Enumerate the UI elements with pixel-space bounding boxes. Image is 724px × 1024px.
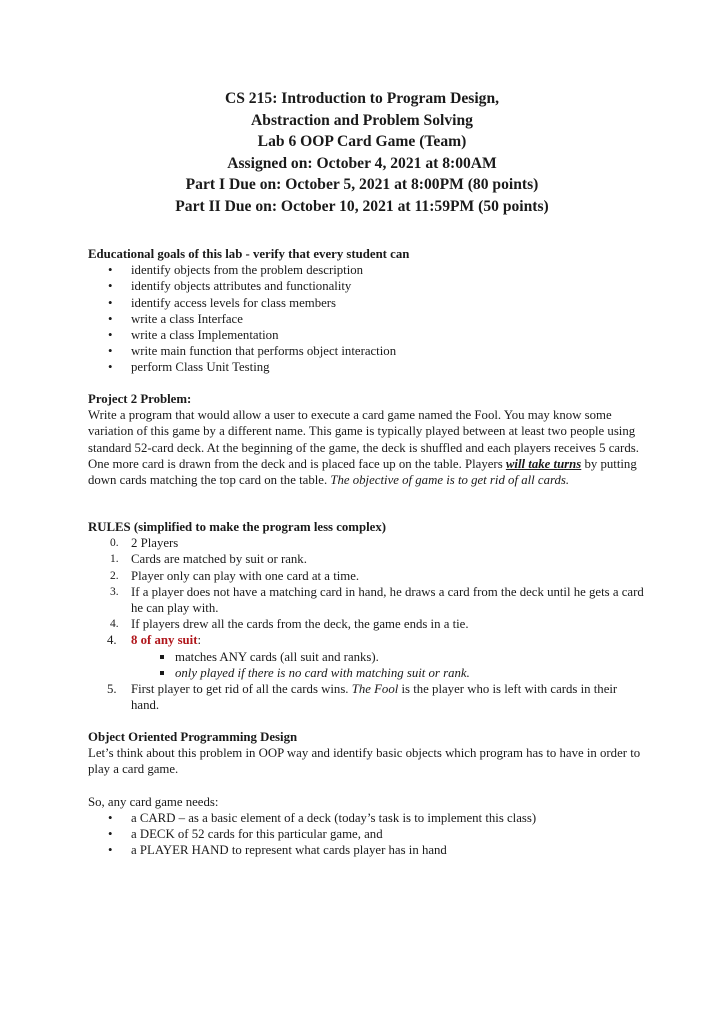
rule-five-text-1: First player to get rid of all the cards wins. [131, 682, 352, 697]
rule-number: 0. [110, 537, 119, 550]
oop-title: Object Oriented Programming Design [88, 730, 298, 744]
rule-five-text-2: is the player who is left with cards in their hand. [131, 682, 618, 713]
rule-five-fool: The Fool [351, 682, 399, 697]
rule-item [88, 568, 648, 584]
goal-item: • identify objects attributes and functionality [88, 278, 648, 294]
rule-number: 2. [110, 569, 119, 582]
oop-item: • a CARD – as a basic element of a deck (today’s task is to implement this class) [88, 810, 648, 826]
oop-description: Let’s think about this problem in OOP way and identify basic objects which program has to have in order to play a card game. [88, 746, 641, 777]
problem-text-1: Write a program that would allow a user to execute a card game named the Fool. You may know some variation of this game by a different name. This game is typically played between at least two people using standard 52-card deck. At the beginning of the game, the deck is shuffled and each players receives 5 cards. One more card is drawn from the deck and is placed face up on the table. Players [88, 408, 639, 471]
rule-item [88, 584, 648, 616]
rule-eight-label: 8 of any suit [131, 633, 198, 648]
problem-emphasis: will take turns [505, 456, 582, 471]
oop-section [88, 729, 648, 858]
goals-title: Educational goals of this lab - verify that every student can [88, 247, 410, 261]
rule-item [88, 551, 648, 567]
rule-number: 4. [110, 618, 119, 631]
assigned-date: Assigned on: October 4, 2021 at 8:00AM [227, 154, 497, 172]
rule-number: 3. [110, 585, 119, 598]
goal-item: • perform Class Unit Testing [88, 359, 648, 375]
problem-text-2: by putting down cards matching the top card on the table. [88, 456, 637, 488]
rule-text: 2 Players [131, 536, 179, 551]
rule-text: Player only can play with one card at a time. [131, 568, 360, 583]
rule-text: If a player does not have a matching card in hand, he draws a card from the deck until he gets a card he can play with. [131, 584, 644, 616]
goal-item: • write a class Interface [88, 311, 648, 327]
course-subtitle: Abstraction and Problem Solving [251, 111, 473, 129]
rule-item [88, 616, 648, 632]
rule-item [88, 535, 648, 551]
rule-text: Cards are matched by suit or rank. [131, 552, 307, 567]
problem-section [88, 391, 648, 488]
rule-eight-subitem: only played if there is no card with matching suit or rank. [88, 665, 648, 681]
problem-title: Project 2 Problem: [88, 392, 192, 406]
document-header [0, 88, 724, 218]
course-title: CS 215: Introduction to Program Design, [224, 90, 500, 107]
part-two-due: Part II Due on: October 10, 2021 at 11:59PM (50 points) [175, 197, 549, 215]
lab-title: Lab 6 OOP Card Game (Team) [257, 133, 467, 151]
rule-eight-subitem: matches ANY cards (all suit and ranks). [88, 649, 648, 665]
rule-number: 5. [107, 682, 117, 697]
part-one-due: Part I Due on: October 5, 2021 at 8:00PM (80 points) [185, 176, 539, 194]
rules-section [88, 519, 648, 713]
rule-number: 1. [110, 553, 119, 566]
problem-description [88, 407, 648, 488]
rules-list-continued [88, 681, 648, 713]
rule-item-five [88, 681, 648, 713]
oop-needs: So, any card game needs: [88, 794, 219, 809]
oop-item: • a DECK of 52 cards for this particular game, and [88, 826, 648, 842]
goal-item: • identify access levels for class members [88, 295, 648, 311]
oop-list [88, 810, 648, 859]
problem-objective: The objective of game is to get rid of all cards. [330, 473, 570, 488]
oop-item: • a PLAYER HAND to represent what cards player has in hand [88, 842, 648, 858]
goals-section [88, 246, 648, 376]
goal-item: • identify objects from the problem description [88, 262, 648, 278]
rules-title: RULES (simplified to make the program less complex) [88, 520, 386, 534]
rule-item-eight [88, 632, 648, 648]
rule-eight-sublist [88, 649, 648, 681]
rule-number: 4. [107, 633, 117, 648]
goals-list [88, 262, 648, 375]
rule-text: If players drew all the cards from the deck, the game ends in a tie. [131, 617, 469, 632]
rule-eight-colon: : [197, 633, 202, 648]
goal-item: • write main function that performs object interaction [88, 343, 648, 359]
goal-item: • write a class Implementation [88, 327, 648, 343]
rules-list [88, 535, 648, 648]
